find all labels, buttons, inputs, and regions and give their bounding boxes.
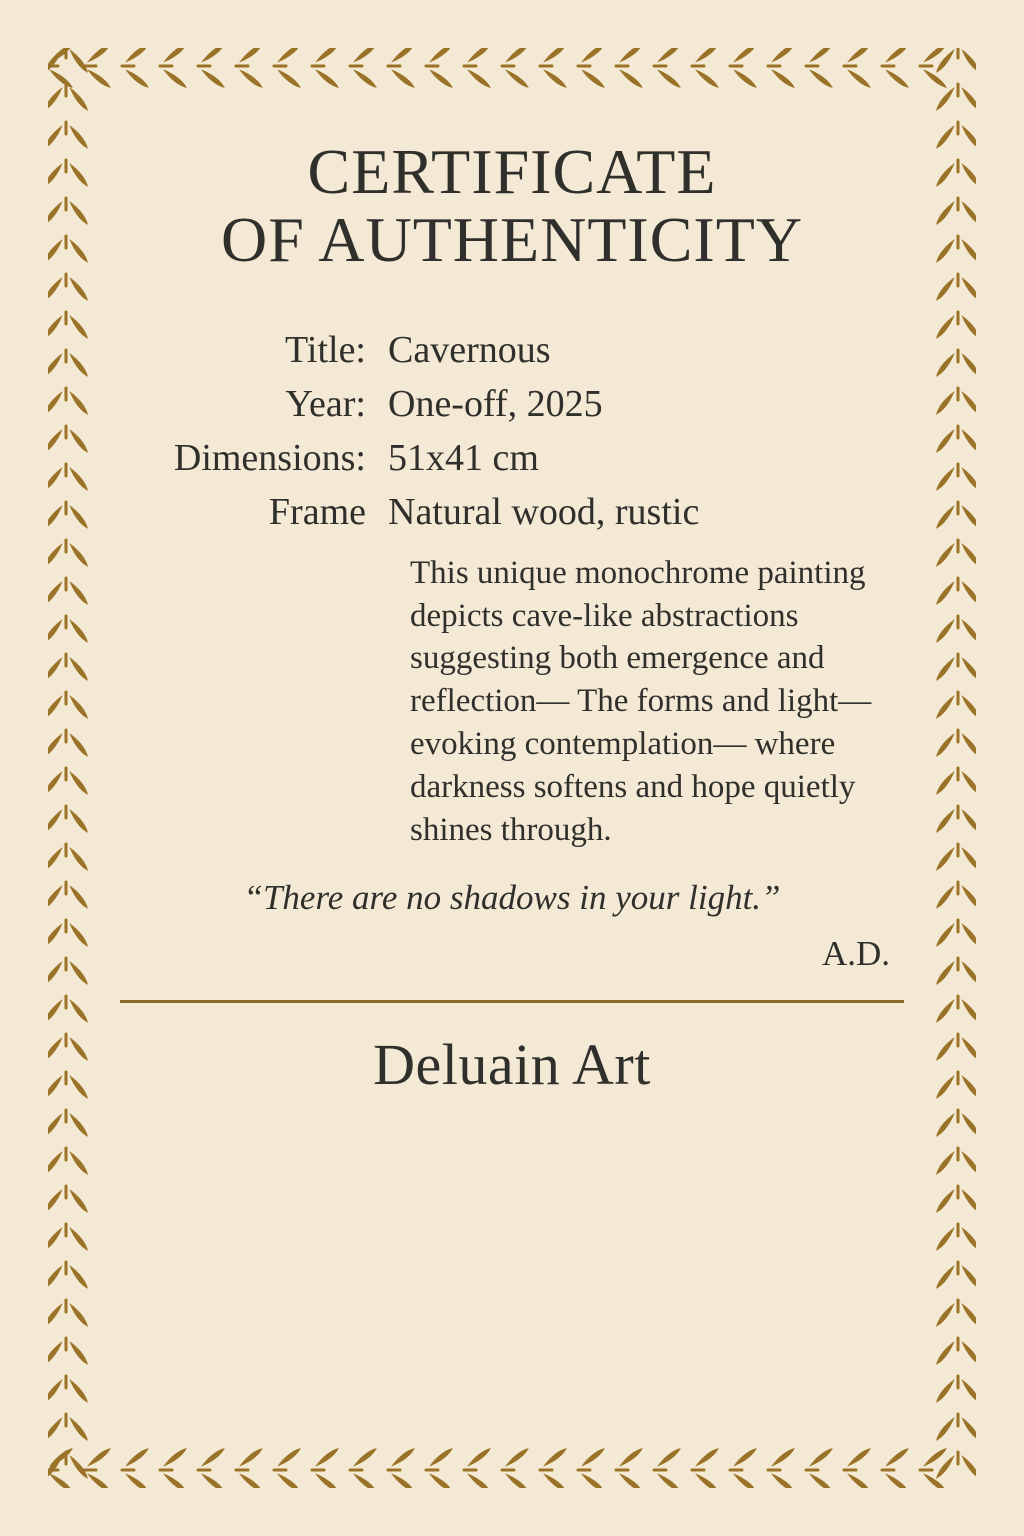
title-line-2: OF AUTHENTICITY	[220, 203, 804, 275]
field-label-frame: Frame	[268, 490, 366, 533]
brand-name: Deluain Art	[373, 1031, 651, 1097]
artwork-description: This unique monochrome painting depicts cave-like abstractions suggesting both emergence and reflection— The forms and light— evoking contemplation— where darkness softens and hope quietly shines through.	[410, 554, 872, 848]
field-value-title: Cavernous	[388, 328, 551, 371]
page-title	[120, 138, 904, 274]
field-row-dimensions	[120, 436, 904, 480]
field-row-frame	[120, 490, 904, 534]
field-value-dimensions: 51x41 cm	[388, 436, 539, 479]
artwork-quote: “There are no shadows in your light.”	[243, 877, 781, 917]
field-row-year	[120, 382, 904, 426]
field-value-year: One-off, 2025	[388, 382, 603, 425]
field-label-dimensions: Dimensions:	[173, 436, 366, 479]
field-label-title: Title:	[285, 328, 366, 371]
artwork-fields	[120, 328, 904, 534]
certificate-content	[120, 120, 904, 1420]
field-row-title	[120, 328, 904, 372]
field-label-year: Year:	[285, 382, 366, 425]
field-value-frame: Natural wood, rustic	[388, 490, 700, 533]
artist-signature: A.D.	[821, 933, 890, 973]
title-line-1: CERTIFICATE	[307, 136, 717, 207]
divider	[120, 1000, 904, 1003]
